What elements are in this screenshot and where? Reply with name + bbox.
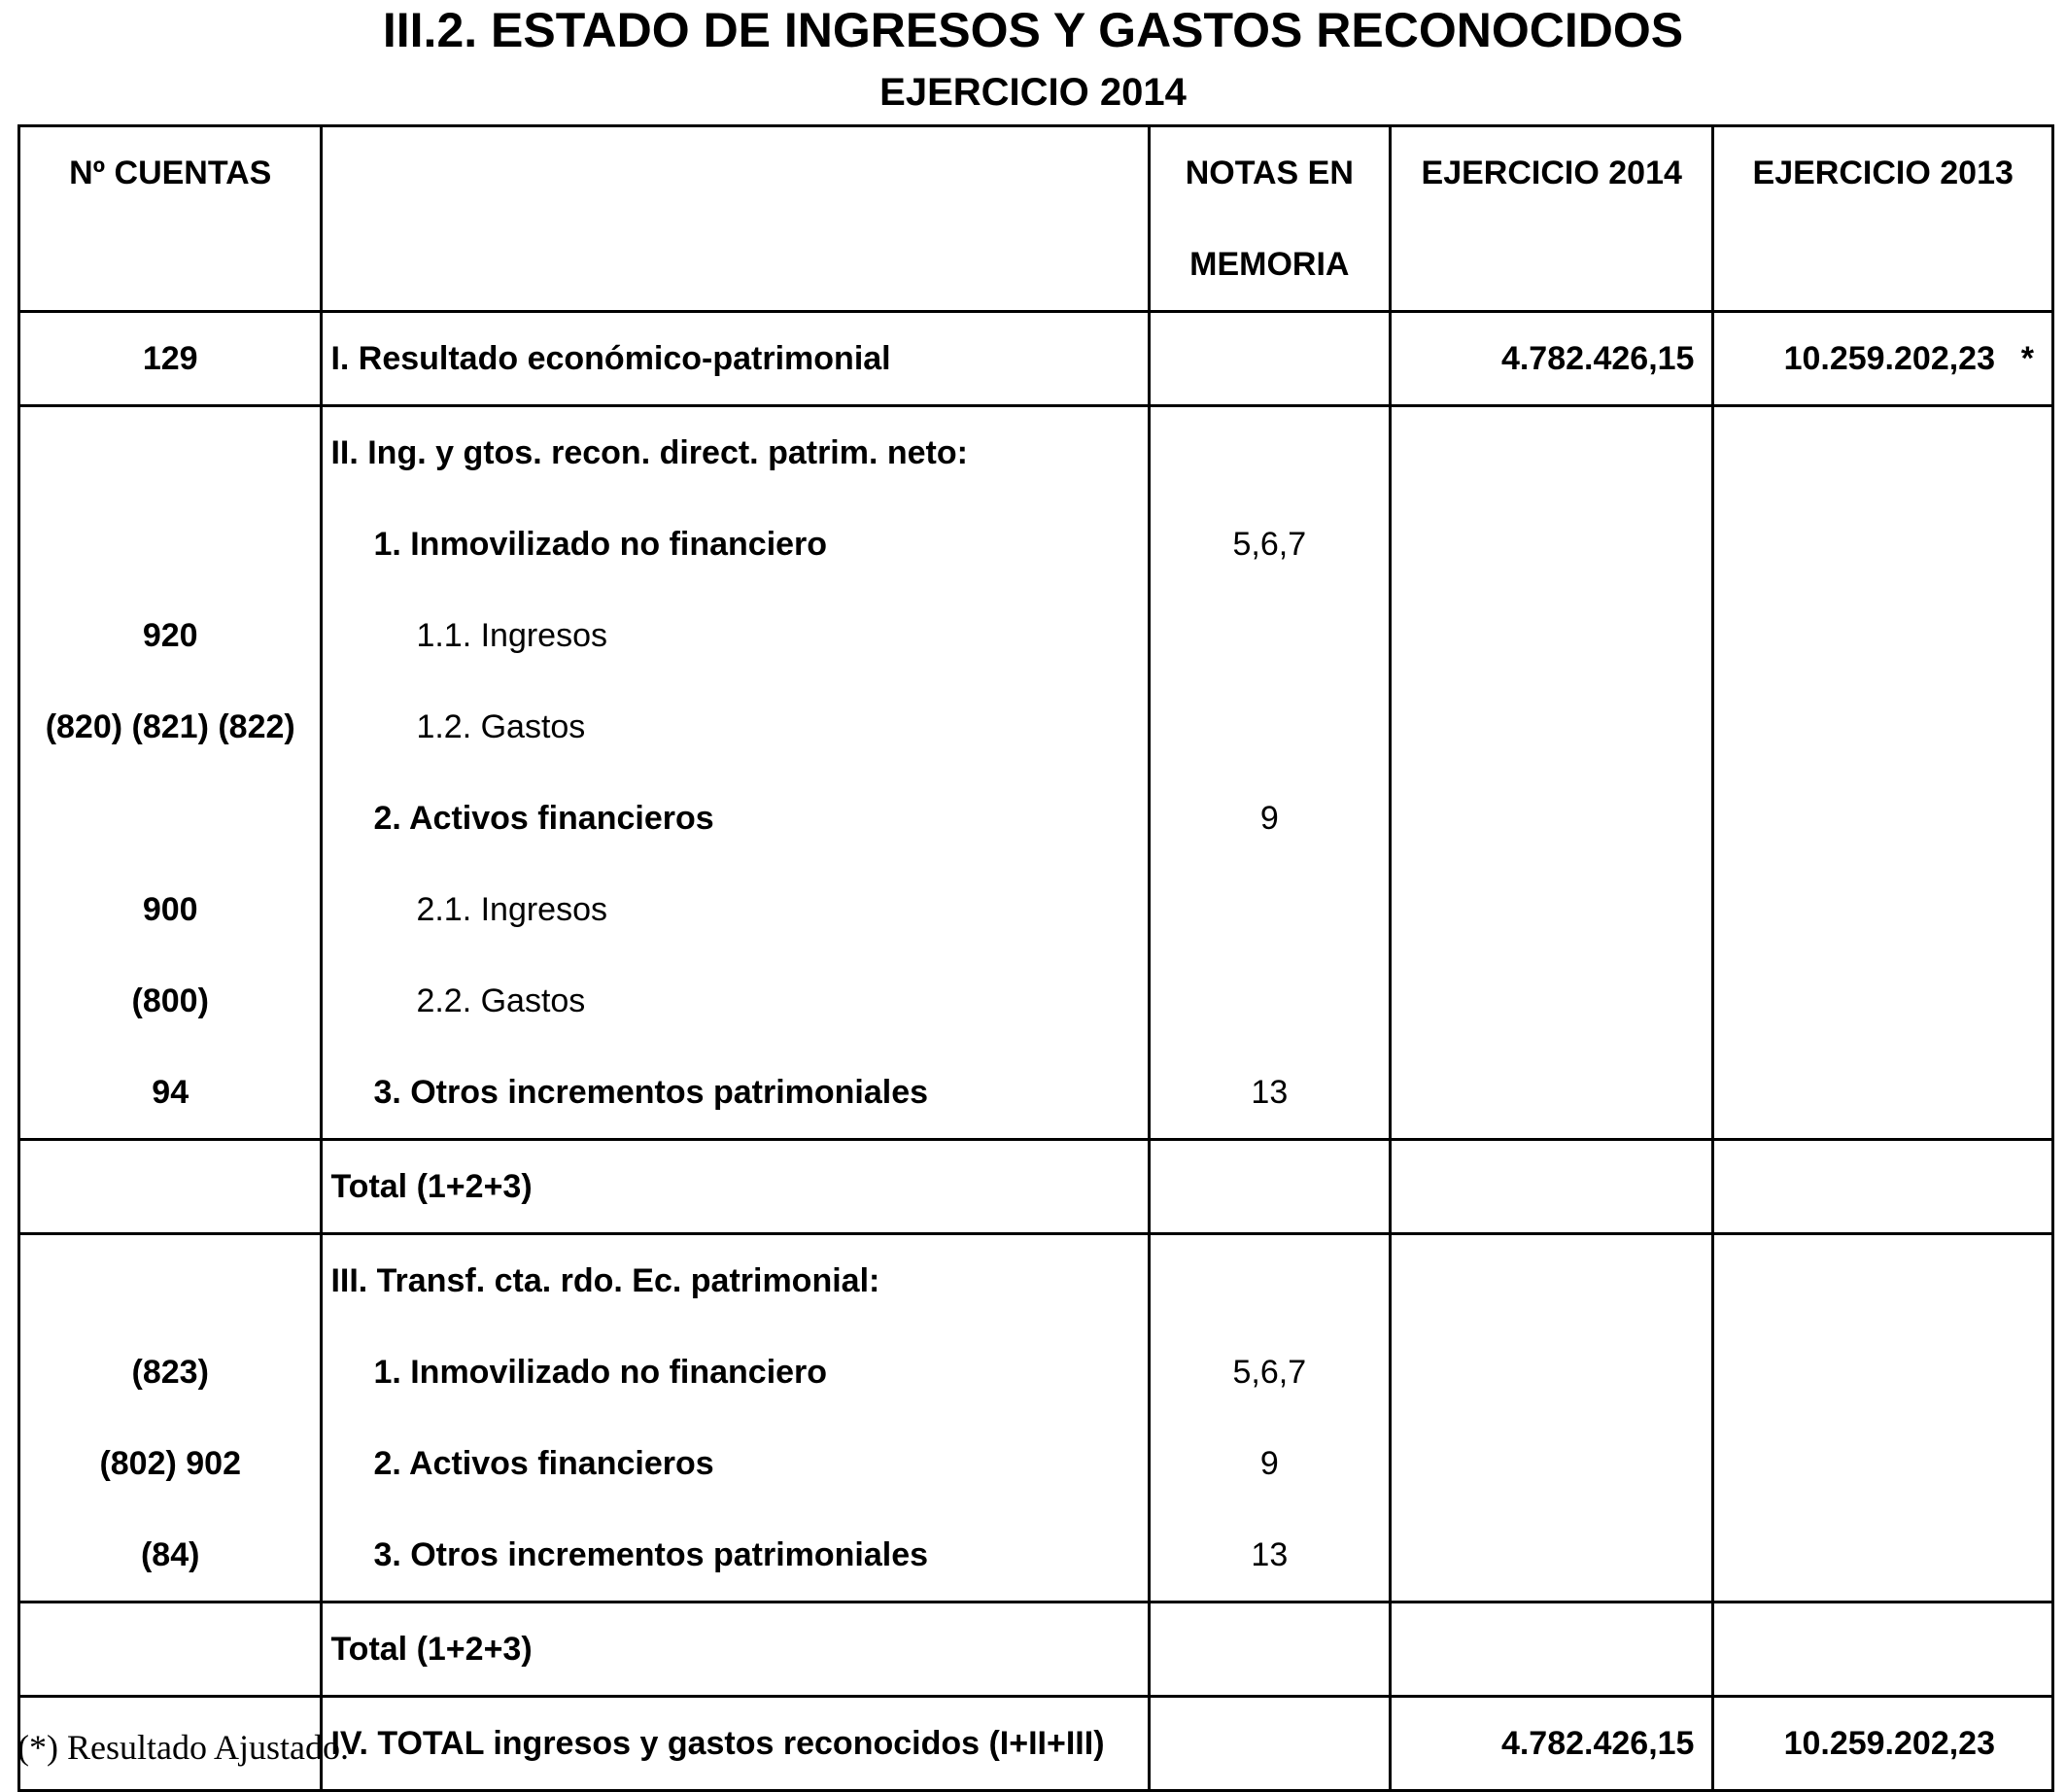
header-notes-line2: MEMORIA xyxy=(1189,246,1350,283)
notes-cell xyxy=(1151,864,1389,955)
row-label: 3. Otros incrementos patrimoniales xyxy=(373,1536,929,1573)
notes-empty xyxy=(1149,1697,1390,1791)
header-row xyxy=(19,126,2053,312)
grand-total-2013: 10.259.202,23 xyxy=(1783,1725,1995,1762)
value-2014-empty xyxy=(1391,1234,1713,1602)
account-cell xyxy=(20,1235,320,1327)
page-subtitle: EJERCICIO 2014 xyxy=(879,71,1187,114)
value-2013-empty xyxy=(1713,406,2053,1140)
header-year-2014: EJERCICIO 2014 xyxy=(1391,126,1713,312)
row-label: 2. Activos financieros xyxy=(373,1445,714,1482)
account-cell xyxy=(20,499,320,590)
value-2013-cell xyxy=(1714,313,2051,404)
account-cell: (802) 902 xyxy=(99,1445,241,1482)
row-label: 2. Activos financieros xyxy=(373,800,714,837)
total-label: Total (1+2+3) xyxy=(330,1631,533,1668)
section-heading: III. Transf. cta. rdo. Ec. patrimonial: xyxy=(330,1262,880,1299)
grand-total-2014: 4.782.426,15 xyxy=(1500,1725,1695,1762)
notes-empty xyxy=(1149,1140,1390,1234)
section-iii-total-row xyxy=(19,1602,2053,1697)
account-cell: (800) xyxy=(131,982,209,1019)
notes-cell xyxy=(1151,1235,1389,1327)
section-iii-block xyxy=(19,1234,2053,1602)
notes-cell xyxy=(1151,681,1389,773)
account-cell: (84) xyxy=(140,1536,200,1573)
notes-cell: 5,6,7 xyxy=(1232,1354,1307,1391)
section-ii-block xyxy=(19,406,2053,1140)
section-i-row xyxy=(19,312,2053,406)
value-2013: 10.259.202,23 xyxy=(1783,340,1995,377)
notes-cell: 13 xyxy=(1251,1536,1289,1573)
row-label: 1.2. Gastos xyxy=(416,708,586,745)
account-cell: 900 xyxy=(142,891,198,928)
account-cell: (823) xyxy=(131,1354,209,1391)
notes-cell: 13 xyxy=(1251,1074,1289,1111)
account-cell: 129 xyxy=(142,340,198,377)
notes-cell: 5,6,7 xyxy=(1232,526,1307,563)
row-label: 1. Inmovilizado no financiero xyxy=(373,526,828,563)
value-2014-empty xyxy=(1391,406,1713,1140)
row-label: 3. Otros incrementos patrimoniales xyxy=(373,1074,929,1111)
notes-empty xyxy=(1149,1602,1390,1697)
notes-cell xyxy=(1151,590,1389,681)
value-2013-empty xyxy=(1713,1234,2053,1602)
header-year-2013: EJERCICIO 2013 xyxy=(1713,126,2053,312)
grand-total-label: IV. TOTAL ingresos y gastos reconocidos (I+II+III) xyxy=(330,1725,1105,1762)
notes-cell xyxy=(1151,313,1389,404)
adjusted-mark: * xyxy=(2020,340,2034,377)
notes-cell: 9 xyxy=(1259,1445,1279,1482)
value-2014-empty xyxy=(1391,1602,1713,1697)
value-2013-empty xyxy=(1713,1140,2053,1234)
account-cell xyxy=(20,773,320,864)
account-cell: (820) (821) (822) xyxy=(45,708,295,745)
account-cell xyxy=(20,407,320,499)
value-2014-empty xyxy=(1391,1140,1713,1234)
account-empty xyxy=(19,1602,322,1697)
header-notes-line1: NOTAS EN xyxy=(1185,155,1354,191)
section-ii-total-row xyxy=(19,1140,2053,1234)
row-label: 1.1. Ingresos xyxy=(416,617,607,654)
notes-cell xyxy=(1151,407,1389,499)
value-2014: 4.782.426,15 xyxy=(1500,340,1695,377)
row-label: I. Resultado económico-patrimonial xyxy=(330,340,891,377)
account-empty xyxy=(19,1140,322,1234)
notes-cell xyxy=(1151,955,1389,1047)
page-title: III.2. ESTADO DE INGRESOS Y GASTOS RECONOCIDOS xyxy=(382,3,1684,57)
header-notes xyxy=(1149,126,1390,312)
footnote: (*) Resultado Ajustado. xyxy=(17,1728,349,1767)
row-label: 2.2. Gastos xyxy=(416,982,586,1019)
section-heading: II. Ing. y gtos. recon. direct. patrim. neto: xyxy=(330,434,968,471)
row-label: 1. Inmovilizado no financiero xyxy=(373,1354,828,1391)
account-cell: 94 xyxy=(152,1074,189,1111)
notes-cell: 9 xyxy=(1259,800,1279,837)
row-label: 2.1. Ingresos xyxy=(416,891,607,928)
value-2013-empty xyxy=(1713,1602,2053,1697)
header-accounts: Nº CUENTAS xyxy=(19,126,322,312)
total-label: Total (1+2+3) xyxy=(330,1168,533,1205)
header-description xyxy=(322,126,1149,312)
recognized-income-expense-table xyxy=(17,124,2054,1792)
account-cell: 920 xyxy=(142,617,198,654)
